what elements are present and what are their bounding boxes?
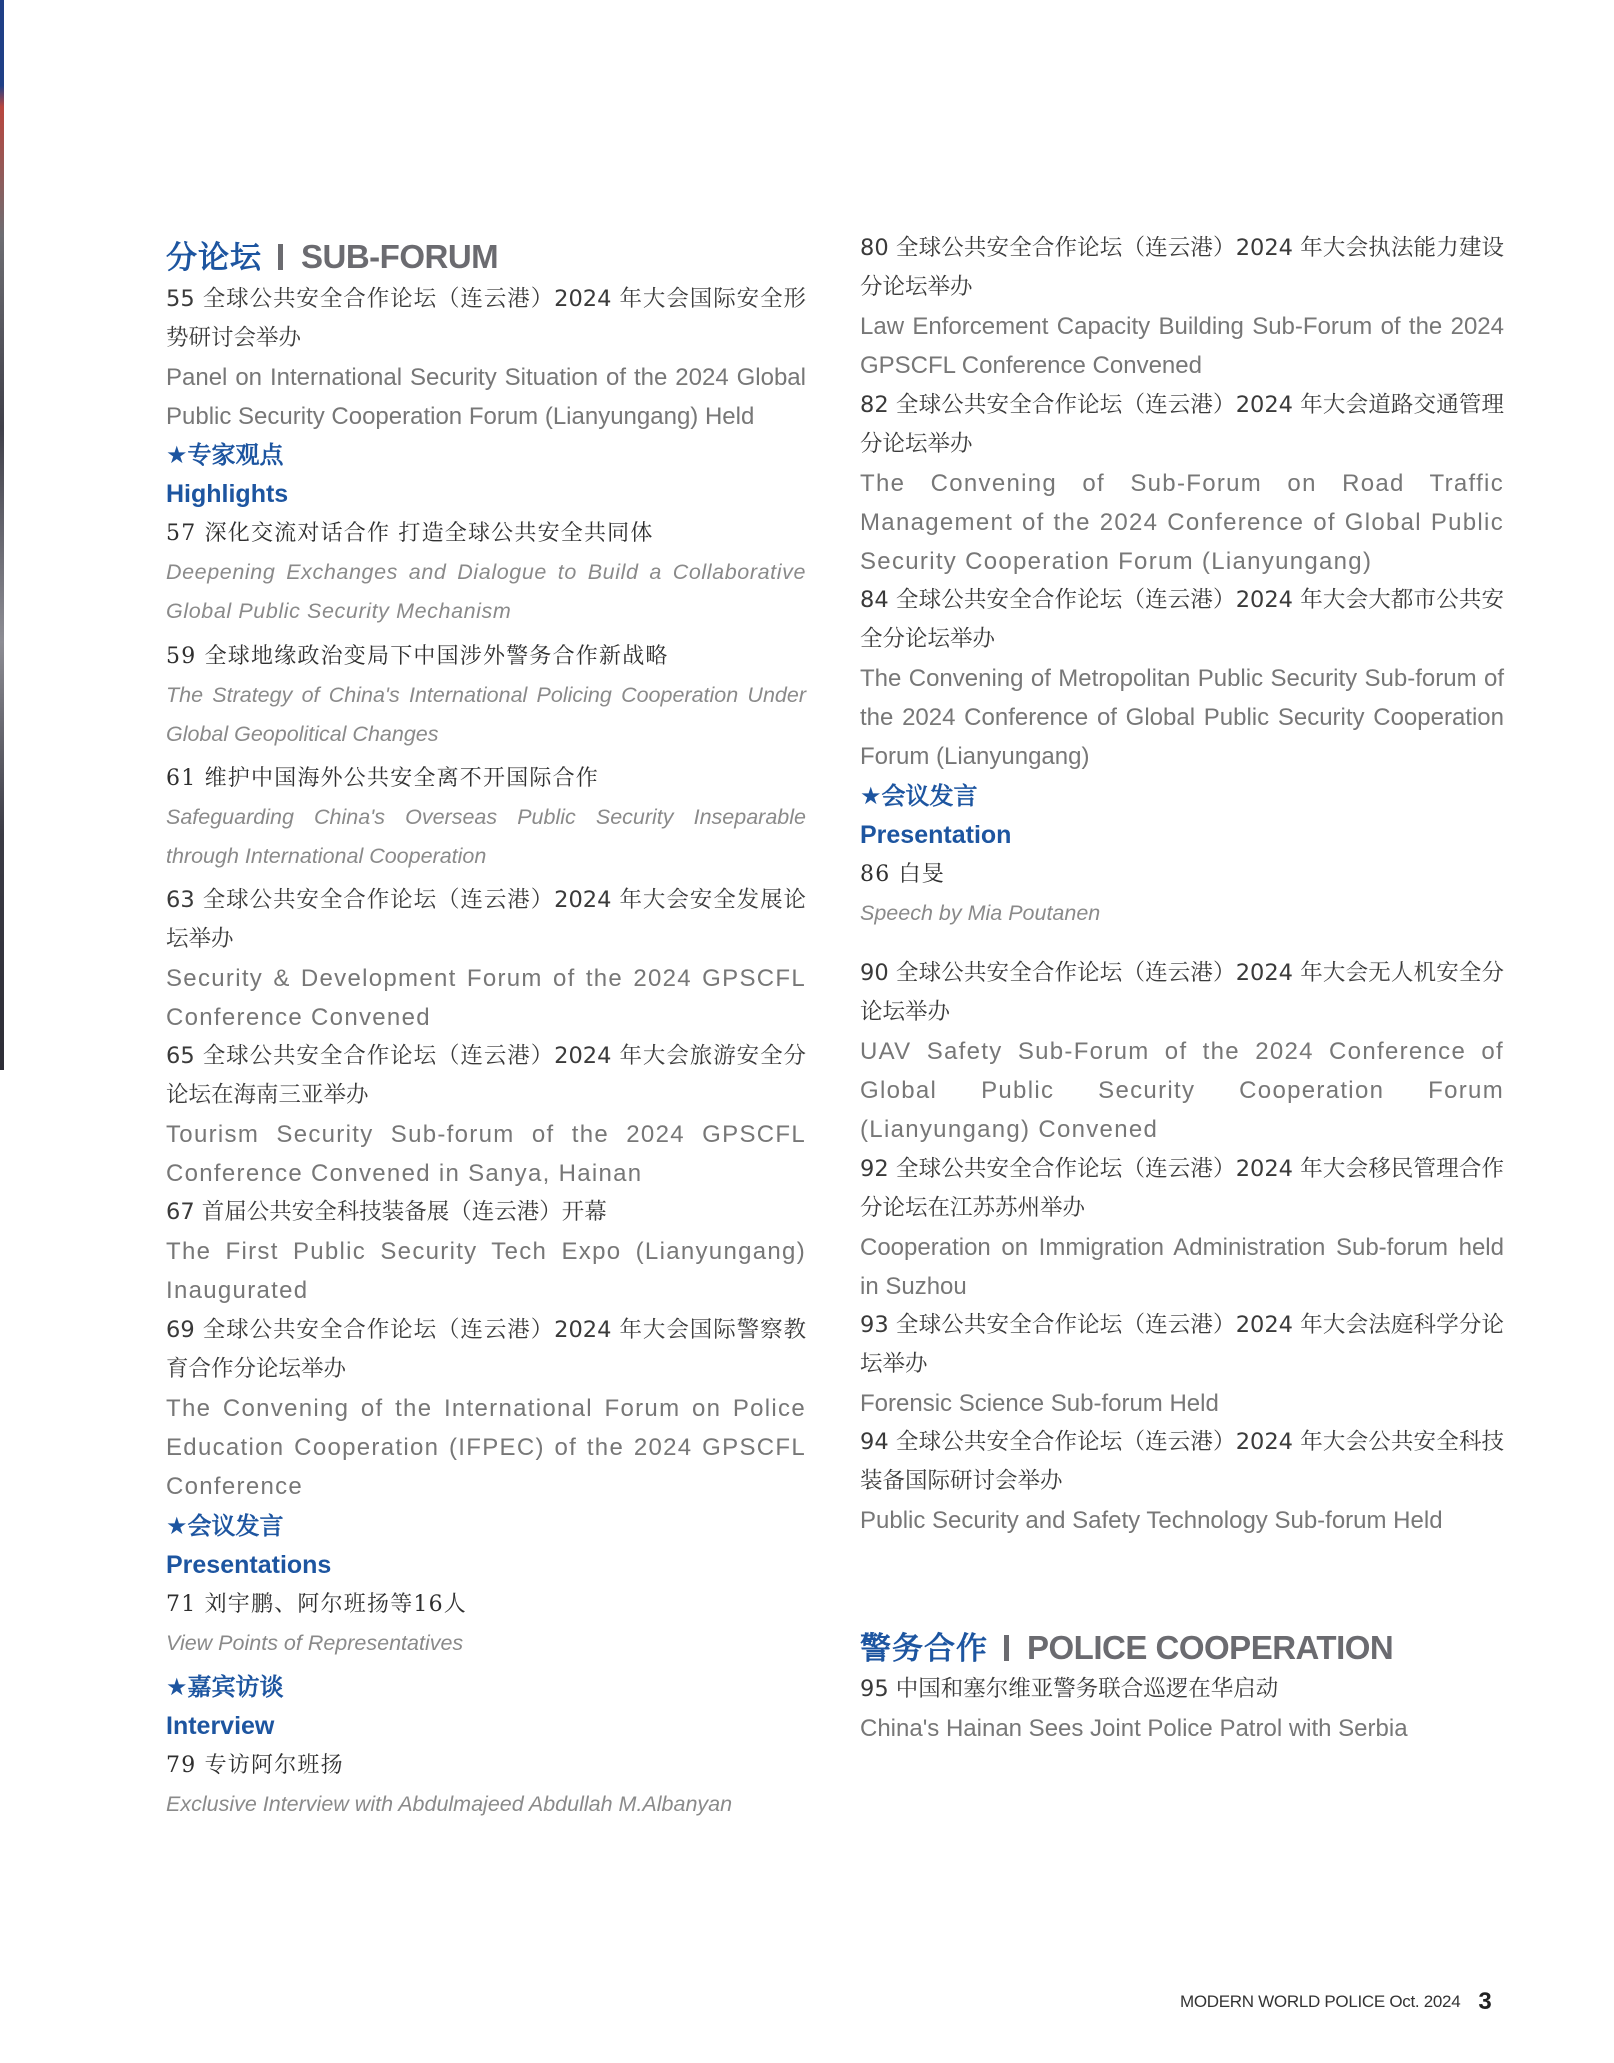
entry-title-cn: 67 首届公共安全科技装备展（连云港）开幕 bbox=[166, 1199, 607, 1225]
section-heading-police-cooperation bbox=[860, 1623, 1393, 1668]
entry-title-cn: 82 全球公共安全合作论坛（连云港）2024 年大会道路交通管理分论坛举办 bbox=[860, 392, 1504, 457]
entry-title-en: Cooperation on Immigration Administration Sub-forum held in Suzhou bbox=[860, 1234, 1504, 1300]
toc-entry-95[interactable] bbox=[860, 1670, 1504, 1748]
toc-entry-82[interactable] bbox=[860, 386, 1504, 581]
toc-entry-61[interactable] bbox=[166, 759, 806, 876]
section-title-en: SUB-FORUM bbox=[301, 238, 499, 275]
entry-title-en: Safeguarding China's Overseas Public Security Inseparable through International Cooperation bbox=[166, 805, 806, 868]
entry-title-en: Deepening Exchanges and Dialogue to Build a Collaborative Global Public Security Mechanism bbox=[166, 560, 806, 623]
category-label-en: Presentation bbox=[860, 821, 1012, 849]
entry-title-cn: 79 专访阿尔班扬 bbox=[166, 1753, 344, 1778]
entry-title-cn: 90 全球公共安全合作论坛（连云港）2024 年大会无人机安全分论坛举办 bbox=[860, 960, 1504, 1025]
entry-title-cn: 93 全球公共安全合作论坛（连云港）2024 年大会法庭科学分论坛举办 bbox=[860, 1312, 1504, 1377]
entry-title-cn: 84 全球公共安全合作论坛（连云港）2024 年大会大都市公共安全分论坛举办 bbox=[860, 587, 1504, 652]
category-label-en: Interview bbox=[166, 1712, 275, 1740]
toc-entry-63[interactable] bbox=[166, 881, 806, 1037]
toc-entry-67[interactable] bbox=[166, 1193, 806, 1310]
toc-entry-80[interactable] bbox=[860, 229, 1504, 385]
toc-entry-86[interactable] bbox=[860, 855, 1504, 933]
toc-entry-59[interactable] bbox=[166, 637, 806, 754]
entry-title-cn: 61 维护中国海外公共安全离不开国际合作 bbox=[166, 766, 599, 791]
toc-entry-92[interactable] bbox=[860, 1150, 1504, 1306]
entry-title-en: Panel on International Security Situation of the 2024 Global Public Security Cooperation Forum (Lianyungang) Held bbox=[166, 364, 806, 430]
category-label-cn: ★专家观点 bbox=[166, 441, 284, 469]
entry-title-en: The Convening of Metropolitan Public Security Sub-forum of the 2024 Conference of Global Public Security Cooperation Forum (Lianyungang) bbox=[860, 665, 1504, 770]
toc-entry-69[interactable] bbox=[166, 1311, 806, 1506]
section-separator bbox=[278, 244, 283, 270]
entry-title-cn: 94 全球公共安全合作论坛（连云港）2024 年大会公共安全科技装备国际研讨会举办 bbox=[860, 1429, 1504, 1494]
category-highlights bbox=[166, 436, 806, 514]
category-label-cn: ★会议发言 bbox=[860, 782, 978, 810]
entry-title-en: View Points of Representatives bbox=[166, 1631, 464, 1655]
section-separator bbox=[1004, 1635, 1009, 1661]
entry-title-cn: 59 全球地缘政治变局下中国涉外警务合作新战略 bbox=[166, 644, 669, 669]
entry-title-cn: 63 全球公共安全合作论坛（连云港）2024 年大会安全发展论坛举办 bbox=[166, 887, 806, 952]
toc-entry-79[interactable] bbox=[166, 1746, 806, 1824]
entry-title-en: The Convening of Sub-Forum on Road Traffic Management of the 2024 Conference of Global Public Security Cooperation Forum (Lianyungang) bbox=[860, 470, 1504, 575]
page-footer bbox=[1180, 1988, 1504, 2016]
entry-title-en: Law Enforcement Capacity Building Sub-Forum of the 2024 GPSCFL Conference Convened bbox=[860, 313, 1504, 379]
category-label-en: Highlights bbox=[166, 480, 289, 508]
toc-entry-93[interactable] bbox=[860, 1306, 1504, 1423]
entry-title-en: The Convening of the International Forum on Police Education Cooperation (IFPEC) of the 2024 GPSCFL Conference bbox=[166, 1395, 806, 1500]
toc-entry-55[interactable] bbox=[166, 280, 806, 436]
toc-entry-65[interactable] bbox=[166, 1037, 806, 1193]
category-label-cn: ★嘉宾访谈 bbox=[166, 1673, 284, 1701]
entry-title-en: Tourism Security Sub-forum of the 2024 GPSCFL Conference Convened in Sanya, Hainan bbox=[166, 1121, 806, 1187]
page-number: 3 bbox=[1478, 1988, 1492, 2015]
entry-title-cn: 55 全球公共安全合作论坛（连云港）2024 年大会国际安全形势研讨会举办 bbox=[166, 286, 806, 351]
toc-entry-90[interactable] bbox=[860, 954, 1504, 1149]
entry-title-en: Exclusive Interview with Abdulmajeed Abdullah M.Albanyan bbox=[166, 1792, 733, 1816]
toc-entry-71[interactable] bbox=[166, 1585, 806, 1663]
section-heading-sub-forum bbox=[166, 232, 498, 277]
spine-edge-decoration bbox=[0, 0, 4, 1070]
entry-title-en: China's Hainan Sees Joint Police Patrol with Serbia bbox=[860, 1715, 1408, 1742]
toc-entry-94[interactable] bbox=[860, 1423, 1504, 1540]
entry-title-en: Security & Development Forum of the 2024 GPSCFL Conference Convened bbox=[166, 965, 806, 1031]
category-interview bbox=[166, 1668, 806, 1746]
entry-title-cn: 86 白旻 bbox=[860, 862, 945, 887]
entry-title-en: The Strategy of China's International Policing Cooperation Under Global Geopolitical Changes bbox=[166, 683, 806, 746]
entry-title-en: Forensic Science Sub-forum Held bbox=[860, 1390, 1219, 1417]
entry-title-en: Public Security and Safety Technology Sub-forum Held bbox=[860, 1507, 1443, 1534]
entry-title-cn: 95 中国和塞尔维亚警务联合巡逻在华启动 bbox=[860, 1676, 1279, 1702]
toc-entry-84[interactable] bbox=[860, 581, 1504, 776]
category-presentation bbox=[860, 777, 1504, 855]
section-title-cn: 分论坛 bbox=[166, 240, 262, 276]
section-title-en: POLICE COOPERATION bbox=[1027, 1629, 1394, 1666]
entry-title-cn: 71 刘宇鹏、阿尔班扬等16人 bbox=[166, 1592, 467, 1617]
entry-title-en: The First Public Security Tech Expo (Lianyungang) Inaugurated bbox=[166, 1238, 806, 1304]
toc-entry-57[interactable] bbox=[166, 514, 806, 631]
entry-title-cn: 69 全球公共安全合作论坛（连云港）2024 年大会国际警察教育合作分论坛举办 bbox=[166, 1317, 806, 1382]
entry-title-cn: 80 全球公共安全合作论坛（连云港）2024 年大会执法能力建设分论坛举办 bbox=[860, 235, 1504, 300]
category-presentations bbox=[166, 1507, 806, 1585]
entry-title-cn: 65 全球公共安全合作论坛（连云港）2024 年大会旅游安全分论坛在海南三亚举办 bbox=[166, 1043, 806, 1108]
entry-title-en: Speech by Mia Poutanen bbox=[860, 901, 1101, 925]
section-title-cn: 警务合作 bbox=[860, 1631, 988, 1667]
category-label-en: Presentations bbox=[166, 1551, 332, 1579]
entry-title-cn: 92 全球公共安全合作论坛（连云港）2024 年大会移民管理合作分论坛在江苏苏州举办 bbox=[860, 1156, 1504, 1221]
entry-title-cn: 57 深化交流对话合作 打造全球公共安全共同体 bbox=[166, 521, 654, 546]
entry-title-en: UAV Safety Sub-Forum of the 2024 Conference of Global Public Security Cooperation Forum (Lianyungang) Convened bbox=[860, 1038, 1504, 1143]
magazine-issue-label: MODERN WORLD POLICE Oct. 2024 bbox=[1180, 1992, 1461, 2011]
category-label-cn: ★会议发言 bbox=[166, 1512, 284, 1540]
